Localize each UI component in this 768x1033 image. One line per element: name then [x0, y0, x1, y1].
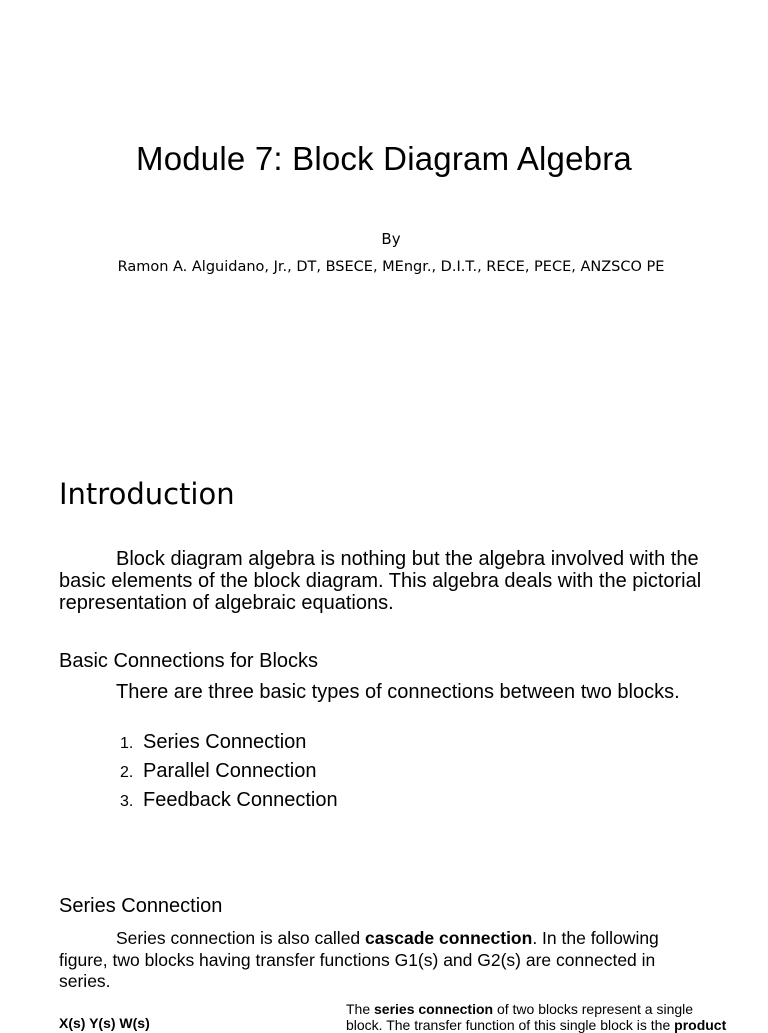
list-item-label: Parallel Connection	[143, 760, 317, 782]
diagram-signal-labels: X(s) Y(s) W(s)	[59, 1015, 150, 1031]
list-item-number: 2.	[120, 764, 134, 781]
series-connection-paragraph	[59, 928, 699, 993]
series-connection-heading: Series Connection	[59, 895, 223, 917]
list-item-number: 3.	[120, 793, 134, 810]
series-para-bold: cascade connection	[365, 928, 533, 948]
basic-connections-paragraph: There are three basic types of connections between two blocks.	[116, 681, 680, 703]
list-item	[120, 730, 338, 759]
side-note-mid: of two blocks represent a single	[493, 1001, 694, 1017]
series-para-end: . In the following figure, two blocks having transfer functions G1(s) and G2(s) are connected in series.	[59, 928, 659, 991]
introduction-paragraph: Block diagram algebra is nothing but the algebra involved with the basic elements of the block diagram. This algebra deals with the pictorial representation of algebraic equations.	[59, 548, 702, 614]
list-item-number: 1.	[120, 735, 134, 752]
side-note-line2-bold: product	[674, 1017, 727, 1033]
series-side-note	[346, 1001, 746, 1033]
list-item-label: Feedback Connection	[143, 789, 338, 811]
list-item	[120, 788, 338, 817]
side-note-line2: block. The transfer function of this single block is the	[346, 1017, 675, 1033]
side-note-start: The	[346, 1001, 375, 1017]
introduction-heading: Introduction	[59, 477, 235, 511]
basic-connections-heading: Basic Connections for Blocks	[59, 650, 319, 672]
connection-types-list	[120, 730, 338, 817]
author-credits: Ramon A. Alguidano, Jr., DT, BSECE, MEngr., D.I.T., RECE, PECE, ANZSCO PE	[117, 259, 665, 275]
list-item	[120, 759, 338, 788]
page-title: Module 7: Block Diagram Algebra	[136, 140, 632, 177]
series-para-start: Series connection is also called	[116, 928, 366, 948]
side-note-bold: series connection	[374, 1001, 494, 1017]
list-item-label: Series Connection	[143, 731, 307, 753]
byline-label: By	[381, 230, 401, 248]
